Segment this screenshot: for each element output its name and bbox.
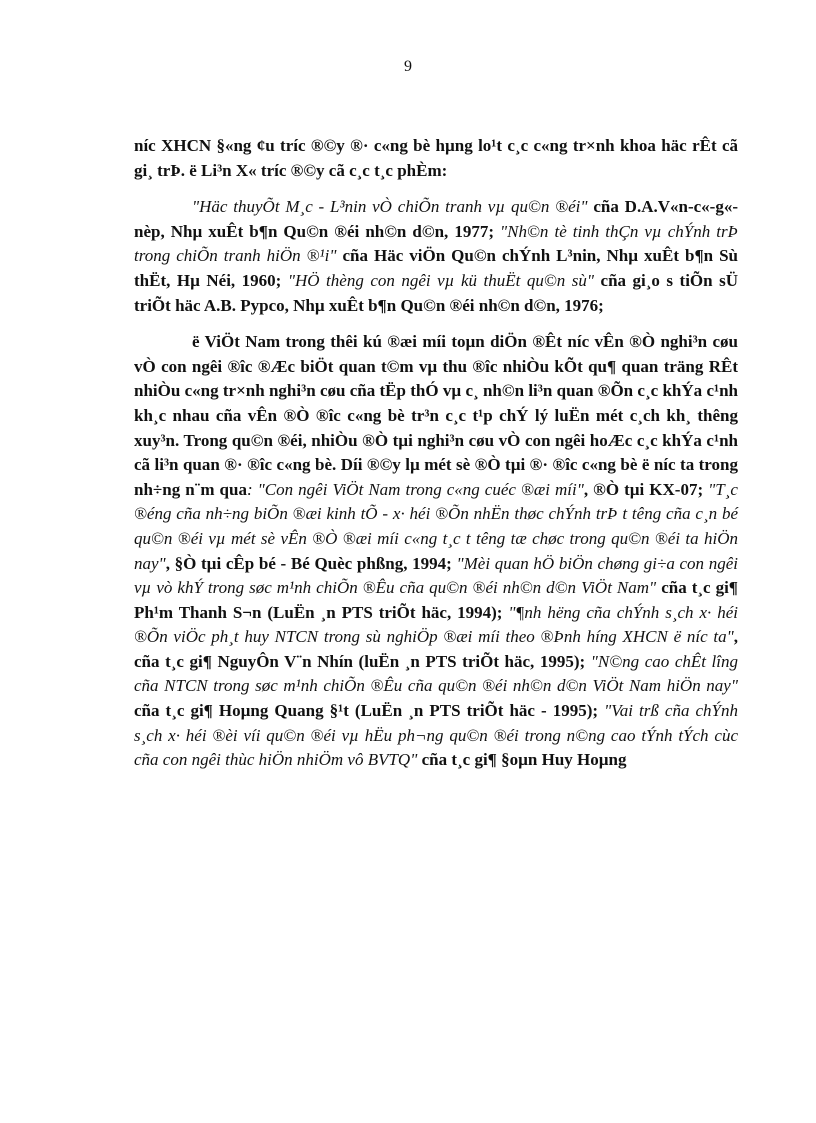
text-run: cña t¸c gi¶ Ph¹m Thanh S¬n (LuËn ¸n PTS triÕt häc, 1994); [134,578,738,622]
text-run: cña Häc viÖn Qu©n chÝnh L³nin, Nhµ xuÊt b¶n Sù thËt, Hµ Néi, 1960; [134,246,738,290]
paragraph [134,330,738,773]
text-run: cña gi¸o s tiÕn sÜ triÕt häc A.B. Pypco, Nhµ xuÊt b¶n Qu©n ®éi nh©n d©n, 1976; [134,270,738,315]
page-number: 9 [404,58,412,75]
citation-title: "HÖ thèng con ngêi vµ kü thuËt qu©n sù" [287,270,595,290]
text-run: cña t¸c gi¶ Hoµng Quang §¹t (LuËn ¸n PTS triÕt häc - 1995); [134,701,605,721]
body-text [134,134,738,785]
paragraph [134,195,738,318]
citation-title: "N©ng cao chÊt lîng cña NTCN trong søc m¹nh chiÕn ®Êu cña qu©n ®éi nh©n d©n ViÖt Nam hiÖn nay" [134,651,738,696]
citation-title: "Nh©n tè tinh thÇn vµ chÝnh trÞ trong chiÕn tranh hiÖn ®¹i" [134,221,739,266]
citation-title: : "Con ngêi ViÖt Nam trong c«ng cuéc ®æi míi" [246,479,584,499]
text-run: , ®Ò tµi KX-07; [583,479,709,499]
text-run: , cña t¸c gi¶ NguyÔn V¨n Nhín (luËn ¸n PTS triÕt häc, 1995); [134,627,738,671]
text-run: níc XHCN §«ng ¢u tríc ®©y ®· c«ng bè hµng lo¹t c¸c c«ng tr×nh khoa häc rÊt cã gi¸ trÞ. ë Li³n X« tríc ®©y cã c¸c t¸c phÈm: [134,136,738,180]
citation-title: "¶nh hëng cña chÝnh s¸ch x· héi ®Õn viÖc ph¸t huy NTCN trong sù nghiÖp ®æi míi theo ®Þnh híng XHCN ë níc ta" [134,602,738,647]
text-run: cña t¸c gi¶ §oµn Huy Hoµng [417,750,627,770]
citation-title: "Häc thuyÕt M¸c - L³nin vÒ chiÕn tranh vµ qu©n ®éi" [192,197,588,217]
text-run: , §Ò tµi cÊp bé - Bé Quèc phßng, 1994; [165,553,457,573]
paragraph [134,134,738,183]
citation-title: "Mèi quan hÖ biÖn chøng gi÷a con ngêi vµ vò khÝ trong søc m¹nh chiÕn ®Êu cña qu©n ®éi nh©n d©n ViÖt Nam" [134,553,738,598]
citation-title: "Vai trß cña chÝnh s¸ch x· héi ®èi víi qu©n ®éi vµ hËu ph¬ng qu©n ®éi trong n©ng cao tÝnh tÝch cùc cña con ngêi thùc hiÖn nhiÖm vô BVTQ" [134,701,738,770]
text-run: ë ViÖt Nam trong thêi kú ®æi míi toµn diÖn ®Êt níc vÊn ®Ò nghi³n cøu vÒ con ngêi ®îc ®Æc biÖt quan t©m vµ thu ®îc nhiÒu kÕt qu¶ quan träng RÊt nhiÒu c«ng tr×nh nghi³n cøu cña tËp thÓ vµ c¸ nh©n li³n quan ®Õn c¸c khÝa c¹nh kh¸c nhau cña vÊn ®Ò ®îc c«ng bè tr³n c¸c t¹p chÝ lý luËn mét c¸ch kh¸ thêng xuy³n. Trong qu©n ®éi, nhiÒu ®Ò tµi nghi³n cøu vÒ con ngêi hoÆc c¸c khÝa c¹nh cã li³n quan ®· ®îc c«ng bè. Díi ®©y lµ mét sè ®Ò tµi ®· ®îc c«ng bè ë níc ta trong nh÷ng n¨m qua [134,332,738,499]
text-run: cña D.A.V«n-c«-g«-nèp, Nhµ xuÊt b¶n Qu©n ®éi nh©n d©n, 1977; [134,197,738,241]
citation-title: "T¸c ®éng cña nh÷ng biÕn ®æi kinh tÕ - x· héi ®Õn nhËn thøc chÝnh trÞ t têng cña c¸n bé qu©n ®éi vµ mét sè vÊn ®Ò ®æi míi c«ng t¸c t têng tæ chøc trong qu©n ®éi ta hiÖn nay" [134,479,738,573]
